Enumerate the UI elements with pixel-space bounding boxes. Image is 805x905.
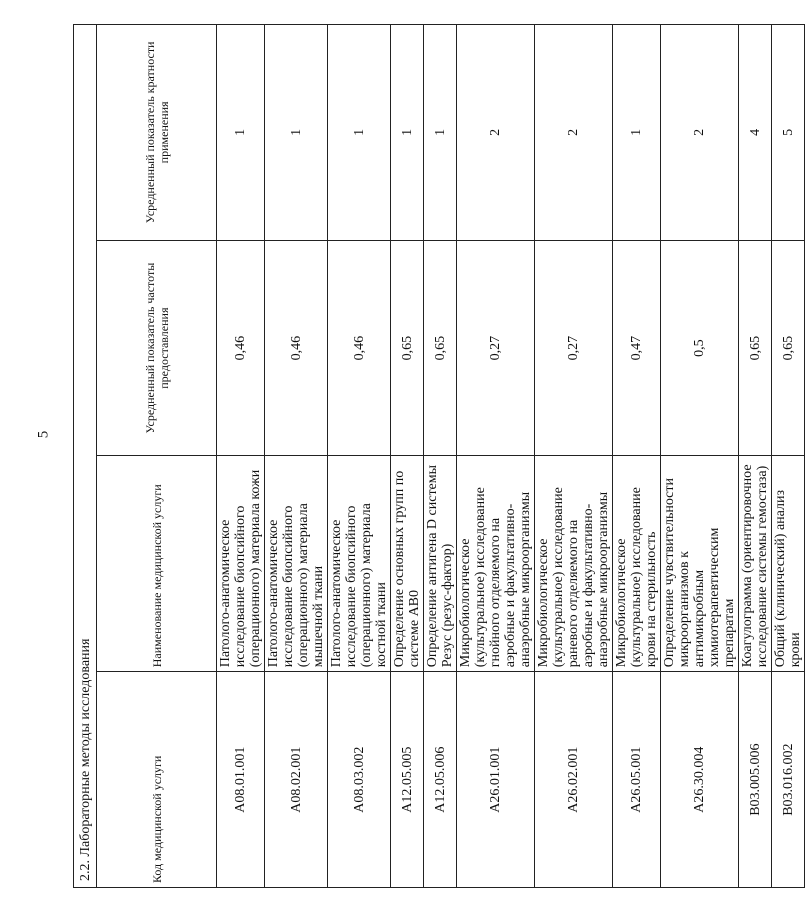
- rotated-table-frame: [73, 24, 803, 888]
- section-row: [74, 25, 97, 888]
- service-code: А12.05.006: [424, 672, 457, 888]
- multiplicity-value: 2: [457, 25, 535, 241]
- frequency-value: 0,65: [772, 240, 805, 456]
- service-name: Патолого-анатомическое исследование биопсийного (операционного) материала мышечной ткани: [265, 456, 328, 672]
- table-row: [217, 25, 265, 888]
- multiplicity-value: 1: [328, 25, 391, 241]
- service-name: Микробиологическое (культуральное) исследование раневого отделяемого на аэробные и факультативно-анаэробные микроорганизмы: [535, 456, 613, 672]
- multiplicity-value: 1: [424, 25, 457, 241]
- multiplicity-value: 1: [217, 25, 265, 241]
- frequency-value: 0,65: [739, 240, 772, 456]
- service-code: А26.02.001: [535, 672, 613, 888]
- multiplicity-value: 1: [613, 25, 661, 241]
- page-number: 5: [35, 430, 52, 439]
- frequency-value: 0,5: [661, 240, 739, 456]
- service-code: А26.05.001: [613, 672, 661, 888]
- header-multiplicity: Усредненный показатель кратности применения: [97, 25, 217, 241]
- table-row: [457, 25, 535, 888]
- multiplicity-value: 4: [739, 25, 772, 241]
- frequency-value: 0,46: [217, 240, 265, 456]
- frequency-value: 0,46: [328, 240, 391, 456]
- header-code: Код медицинской услуги: [97, 672, 217, 888]
- frequency-value: 0,65: [424, 240, 457, 456]
- services-table-container: [73, 24, 803, 888]
- frequency-value: 0,27: [535, 240, 613, 456]
- frequency-value: 0,27: [457, 240, 535, 456]
- service-name: Определение антигена D системы Резус (резус-фактор): [424, 456, 457, 672]
- multiplicity-value: 2: [661, 25, 739, 241]
- table-body: [217, 25, 805, 888]
- table-row: [535, 25, 613, 888]
- service-code: А08.02.001: [265, 672, 328, 888]
- service-name: Общий (клинический) анализ крови: [772, 456, 805, 672]
- frequency-value: 0,65: [391, 240, 424, 456]
- header-name: Наименование медицинской услуги: [97, 456, 217, 672]
- service-code: А08.03.002: [328, 672, 391, 888]
- multiplicity-value: 1: [391, 25, 424, 241]
- service-code: А26.30.004: [661, 672, 739, 888]
- service-code: В03.005.006: [739, 672, 772, 888]
- service-code: А08.01.001: [217, 672, 265, 888]
- table-row: [661, 25, 739, 888]
- header-row: [97, 25, 217, 888]
- multiplicity-value: 2: [535, 25, 613, 241]
- lab-methods-table: [73, 24, 805, 888]
- service-name: Патолого-анатомическое исследование биопсийного (операционного) материала костной ткани: [328, 456, 391, 672]
- service-name: Патолого-анатомическое исследование биопсийного (операционного) материала кожи: [217, 456, 265, 672]
- service-name: Определение чувствительности микроорганизмов к антимикробным химиотерапевтическим препаратам: [661, 456, 739, 672]
- table-row: [613, 25, 661, 888]
- header-frequency: Усредненный показатель частоты предоставления: [97, 240, 217, 456]
- service-name: Определение основных групп по системе AB0: [391, 456, 424, 672]
- table-row: [391, 25, 424, 888]
- service-code: А26.01.001: [457, 672, 535, 888]
- service-code: А12.05.005: [391, 672, 424, 888]
- multiplicity-value: 5: [772, 25, 805, 241]
- frequency-value: 0,47: [613, 240, 661, 456]
- service-name: Коагулограмма (ориентировочное исследование системы гемостаза): [739, 456, 772, 672]
- table-row: [265, 25, 328, 888]
- table-row: [424, 25, 457, 888]
- frequency-value: 0,46: [265, 240, 328, 456]
- table-row: [739, 25, 772, 888]
- service-name: Микробиологическое (культуральное) исследование гнойного отделяемого на аэробные и факультативно-анаэробные микроорганизмы: [457, 456, 535, 672]
- table-row: [328, 25, 391, 888]
- service-name: Микробиологическое (культуральное) исследование крови на стерильность: [613, 456, 661, 672]
- multiplicity-value: 1: [265, 25, 328, 241]
- table-row: [772, 25, 805, 888]
- section-title: 2.2. Лабораторные методы исследования: [74, 25, 97, 888]
- service-code: В03.016.002: [772, 672, 805, 888]
